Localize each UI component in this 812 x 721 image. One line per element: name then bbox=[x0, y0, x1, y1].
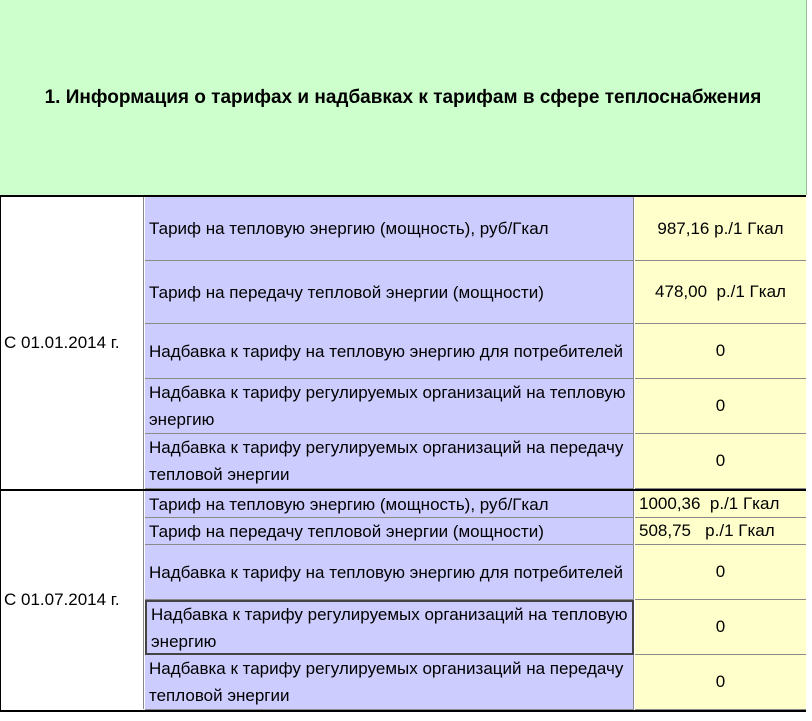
row-value: 478,00 р./1 Гкал bbox=[635, 261, 806, 324]
bottom-divider bbox=[0, 710, 806, 712]
table-row[interactable] bbox=[145, 518, 806, 545]
table-row[interactable] bbox=[145, 324, 806, 379]
row-label: Тариф на тепловую энергию (мощность), руб/Гкал bbox=[145, 491, 634, 518]
row-value: 1000,36 р./1 Гкал bbox=[635, 491, 806, 518]
row-label: Тариф на тепловую энергию (мощность), руб/Гкал bbox=[145, 197, 634, 261]
date-cell-1[interactable] bbox=[0, 197, 144, 489]
row-label: Надбавка к тарифу регулируемых организаций на тепловую энергию bbox=[145, 379, 634, 434]
row-label: Надбавка к тарифу регулируемых организаций на передачу тепловой энергии bbox=[145, 434, 634, 489]
row-label: Надбавка к тарифу регулируемых организаций на передачу тепловой энергии bbox=[145, 655, 634, 710]
row-label: Надбавка к тарифу на тепловую энергию для потребителей bbox=[145, 545, 634, 600]
table-title-cell[interactable] bbox=[0, 0, 807, 195]
date-label: С 01.07.2014 г. bbox=[4, 590, 120, 609]
row-value: 0 bbox=[635, 434, 806, 489]
row-value: 508,75 р./1 Гкал bbox=[635, 518, 806, 545]
table-row[interactable] bbox=[145, 261, 806, 324]
row-label: Надбавка к тарифу регулируемых организаций на тепловую энергию bbox=[145, 600, 634, 655]
date-label: С 01.01.2014 г. bbox=[4, 333, 120, 352]
row-value: 0 bbox=[635, 379, 806, 434]
row-value: 0 bbox=[635, 600, 806, 655]
row-label: Надбавка к тарифу на тепловую энергию для потребителей bbox=[145, 324, 634, 379]
row-value: 987,16 р./1 Гкал bbox=[635, 197, 806, 261]
date-cell-2[interactable] bbox=[0, 491, 144, 709]
table-row[interactable] bbox=[145, 655, 806, 710]
table-row[interactable] bbox=[145, 379, 806, 434]
table-row[interactable] bbox=[145, 545, 806, 600]
table-row-selected[interactable] bbox=[145, 600, 806, 655]
row-value: 0 bbox=[635, 324, 806, 379]
table-title: 1. Информация о тарифах и надбавках к тарифам в сфере теплоснабжения bbox=[44, 86, 762, 108]
table-row[interactable] bbox=[145, 434, 806, 489]
left-border bbox=[0, 195, 1, 711]
row-value: 0 bbox=[635, 545, 806, 600]
row-value: 0 bbox=[635, 655, 806, 710]
table-row[interactable] bbox=[145, 491, 806, 518]
table-row[interactable] bbox=[145, 197, 806, 261]
row-label: Тариф на передачу тепловой энергии (мощности) bbox=[145, 261, 634, 324]
row-label: Тариф на передачу тепловой энергии (мощности) bbox=[145, 518, 634, 545]
